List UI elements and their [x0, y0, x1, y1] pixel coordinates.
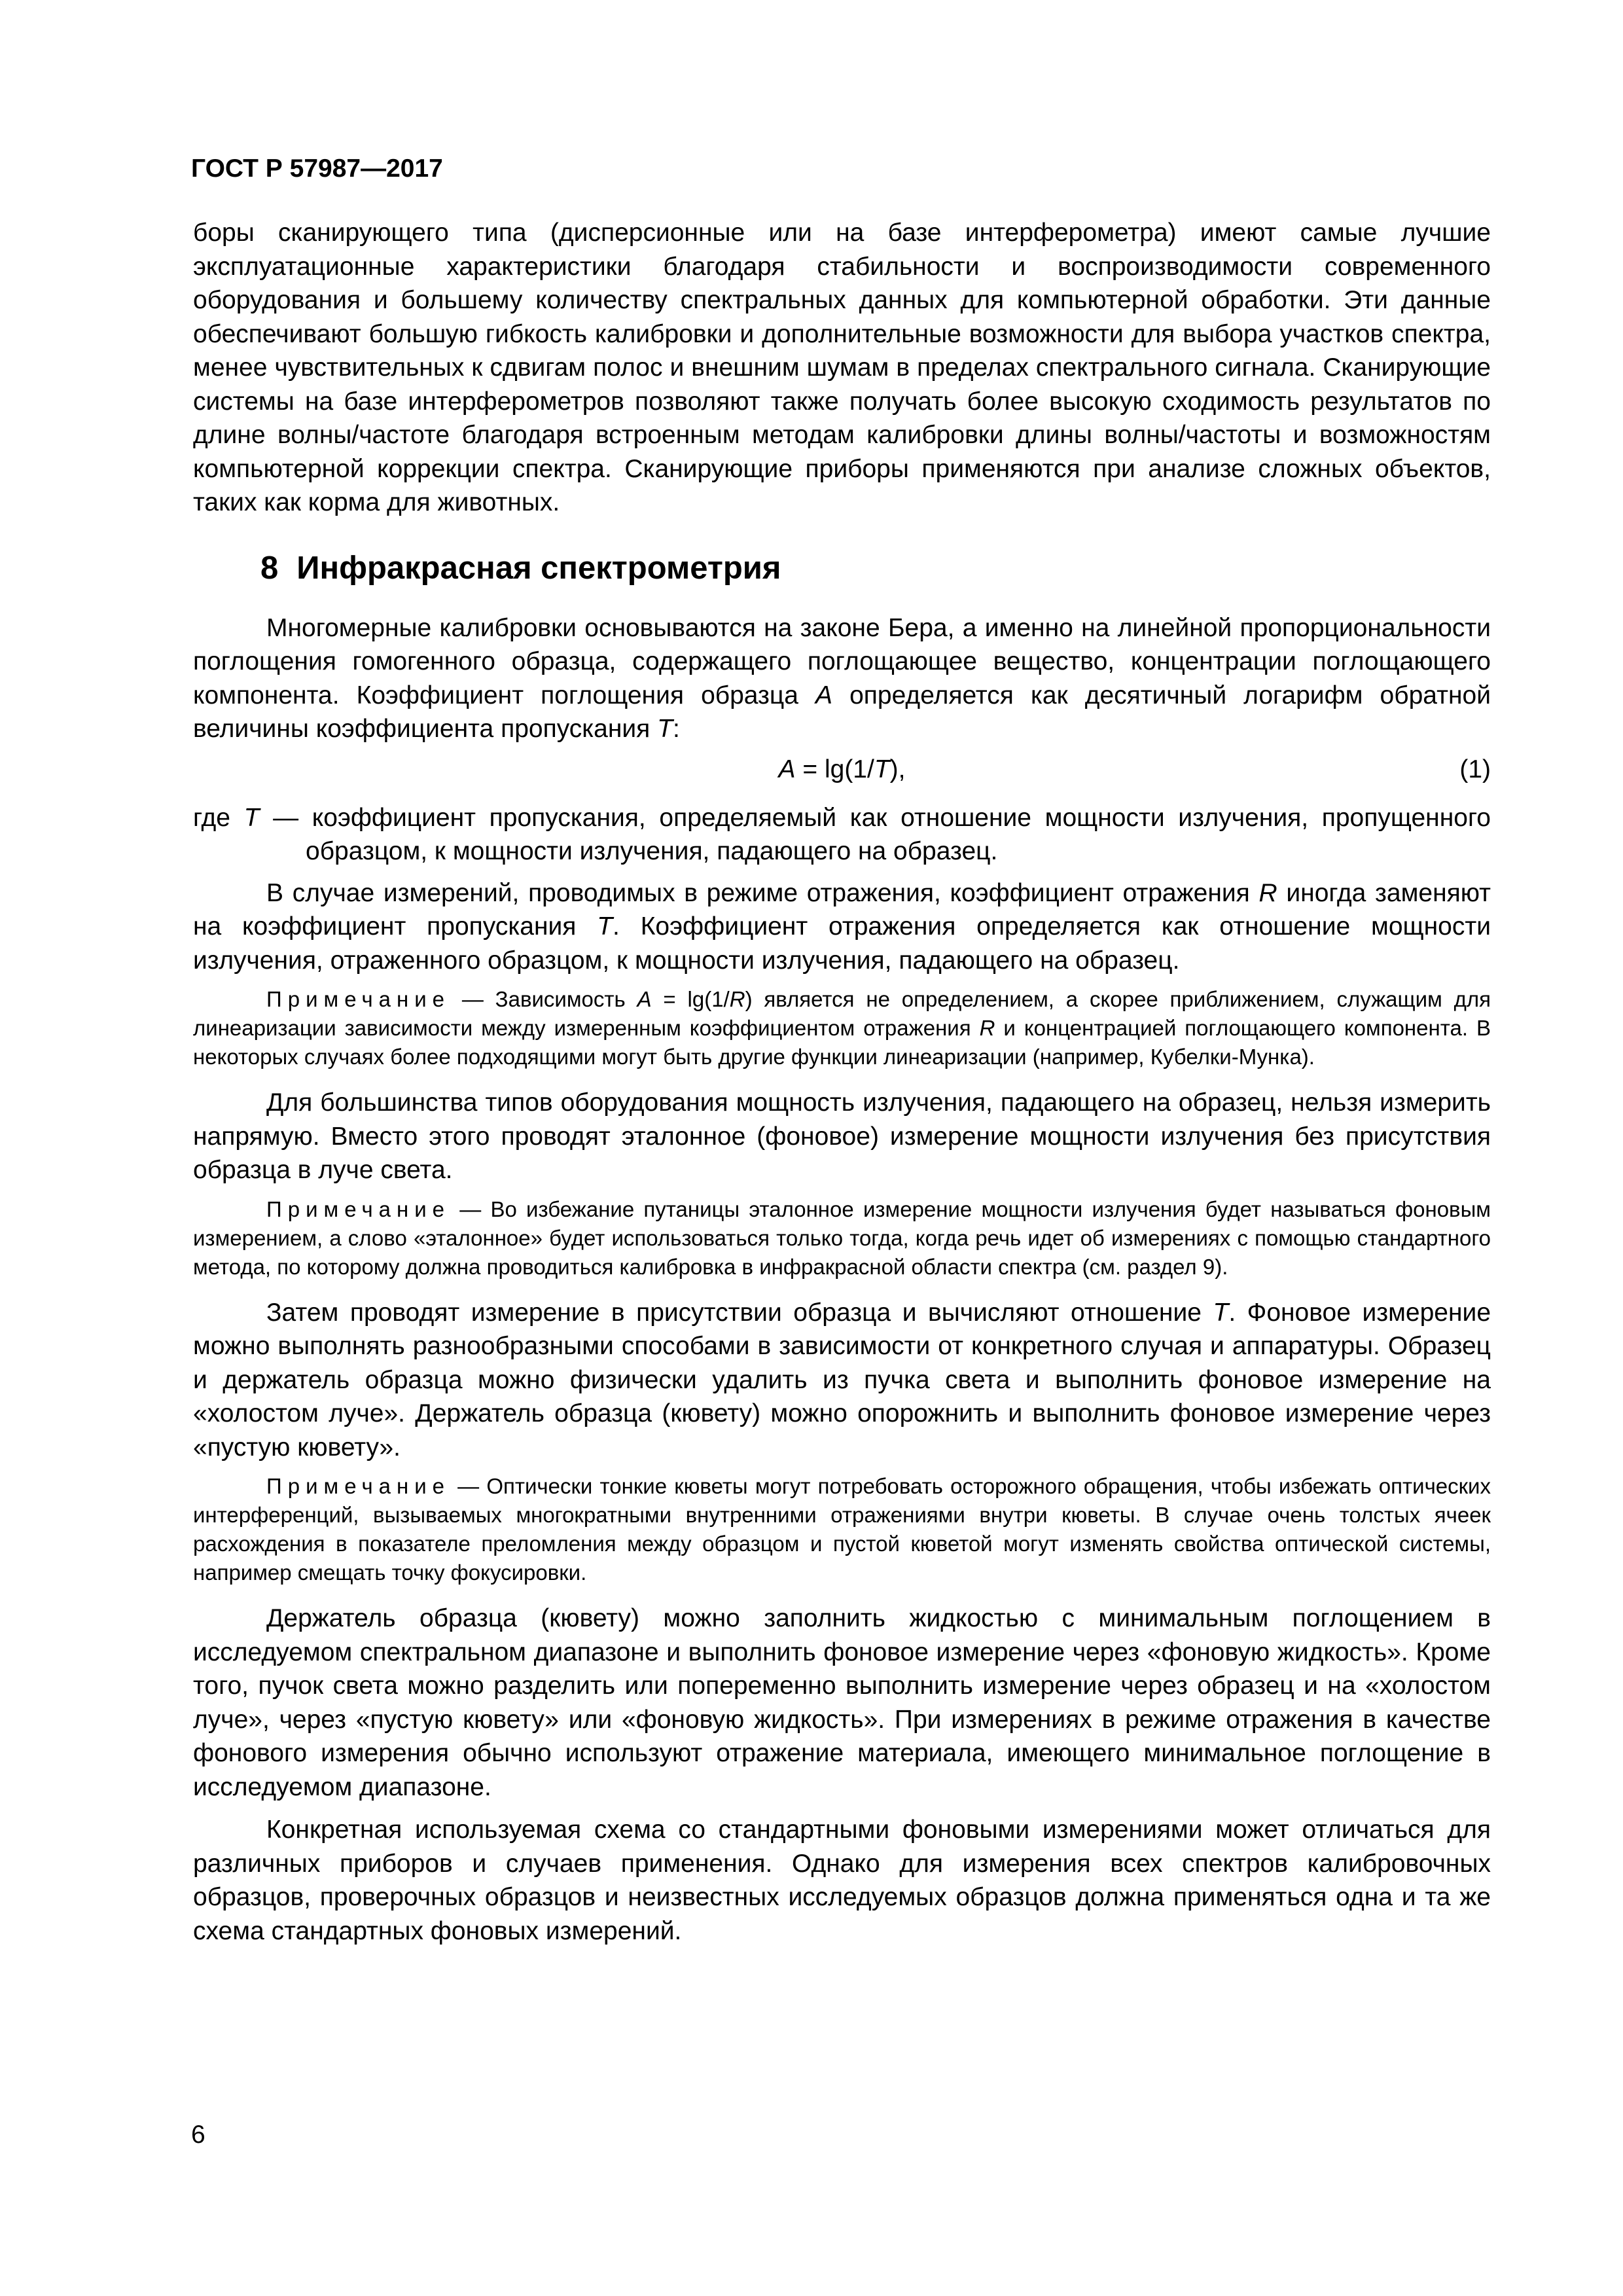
text-run: Многомерные калибровки основываются на законе Бера, а именно на линейной пропорциональности поглощения гомогенного образца, содержащего поглощающее вещество, концентрации поглощающего компонента. Коэффициент поглощения образца	[193, 613, 1491, 709]
note-2	[193, 1195, 1491, 1282]
note-3	[193, 1472, 1491, 1587]
where-text: — коэффициент пропускания, определяемый как отношение мощности излучения, пропущенного образцом, к мощности излучения, падающего на образец.	[259, 803, 1491, 865]
formula-row	[193, 751, 1491, 788]
section-number: 8	[260, 550, 279, 586]
note-label: Примечание	[266, 1474, 451, 1498]
text-run: является не определением, а скорее приближением, служащим для линеаризации зависимости между измеренным коэффициентом отражения	[193, 987, 1491, 1040]
paragraph-background-methods	[193, 1296, 1491, 1465]
symbol-r: R	[979, 1016, 995, 1040]
text-run: иногда заменяют на коэффициент пропускания	[193, 878, 1491, 941]
text-run: :	[672, 715, 680, 743]
text-run: )	[745, 987, 753, 1011]
paragraph-background-liquid: Держатель образца (кювету) можно заполнить жидкостью с минимальным поглощением в исследуемом спектральном диапазоне и выполнить фоновое измерение через «фоновую жидкость». Кроме того, пучок света можно разделить или попеременно выполнить измерение через образец и на «холостом луче», через «пустую кювету» или «фоновую жидкость». При измерениях в режиме отражения в качестве фонового измерения обычно используют отражение материала, имеющего минимальное поглощение в исследуемом диапазоне.	[193, 1604, 1491, 1801]
text-run: . Коэффициент отражения определяется как отношение мощности излучения, отраженного образцом, к мощности излучения, падающего на образец.	[193, 912, 1491, 975]
text-run: — Во избежание путаницы эталонное измерение мощности излучения будет называться фоновым измерением, а слово «эталонное» будет использоваться только тогда, когда речь идет об измерениях с помощью стандартного метода, по которому должна проводиться калибровка в инфракрасной области спектра (см. раздел 9).	[193, 1196, 1491, 1279]
paragraph-standard-scheme: Конкретная используемая схема со стандартными фоновыми измерениями может отличаться для различных приборов и случаев применения. Однако для измерения всех спектров калибровочных образцов, проверочных образцов и неизвестных исследуемых образцов должна применяться одна и та же схема стандартных фоновых измерений.	[193, 1816, 1491, 1945]
section-title: Инфракрасная спектрометрия	[296, 550, 781, 586]
paragraph-reflection	[193, 876, 1491, 978]
formula	[193, 751, 1491, 788]
note-label: Примечание	[266, 1196, 451, 1221]
section-heading	[193, 548, 1491, 588]
text-run: — Оптически тонкие кюветы могут потребовать осторожного обращения, чтобы избежать оптических интерференций, вызываемых многократными внутренними отражениями внутри кюветы. В случае очень толстых ячеек расхождения в показателе преломления между образцом и пустой кюветой могут изменять свойства оптической системы, например смещать точку фокусировки.	[193, 1474, 1491, 1585]
formula-number: (1)	[1459, 755, 1491, 783]
paragraph-incident-power: Для большинства типов оборудования мощность излучения, падающего на образец, нельзя измерить напрямую. Вместо этого проводят эталонное (фоновое) измерение мощности излучения без присутствия образца в луче света.	[193, 1088, 1491, 1184]
formula-lhs: A	[778, 755, 796, 783]
document-code-header: ГОСТ Р 57987—2017	[191, 154, 443, 183]
text-run: определяется как десятичный логарифм обратной величины коэффициента пропускания	[193, 681, 1491, 743]
symbol-a: A	[637, 987, 652, 1011]
where-definition	[193, 801, 1491, 869]
text-run: В случае измерений, проводимых в режиме отражения, коэффициент отражения	[266, 878, 1259, 907]
note-1	[193, 985, 1491, 1071]
text-run: и концентрацией поглощающего компонента. В некоторых случаях более подходящими могут быть другие функции линеаризации (например, Кубелки-Мунка).	[193, 1016, 1491, 1069]
where-lead: где	[193, 803, 244, 832]
note-label: Примечание	[266, 987, 451, 1011]
formula-end: ),	[889, 755, 906, 783]
text-run: — Зависимость	[450, 987, 637, 1011]
text-run: Затем проводят измерение в присутствии образца и вычисляют отношение	[266, 1298, 1213, 1327]
paragraph-beer-law	[193, 611, 1491, 746]
symbol-a: A	[815, 681, 833, 709]
text-run: = lg(1/	[651, 987, 730, 1011]
page-content	[193, 216, 1491, 1948]
formula-var: T	[874, 755, 890, 783]
where-var: T	[243, 803, 260, 832]
paragraph-scanning-instruments: боры сканирующего типа (дисперсионные или на базе интерферометра) имеют самые лучшие эксплуатационные характеристики благодаря стабильности и воспроизводимости современного оборудования и большему количеству спектральных данных для компьютерной обработки. Эти данные обеспечивают большую гибкость калибровки и дополнительные возможности для выбора участков спектра, менее чувствительных к сдвигам полос и внешним шумам в пределах спектрального сигнала. Сканирующие системы на базе интерферометров позволяют также получать более высокую сходимость результатов по длине волны/частоте благодаря встроенным методам калибровки длины волны/частоты и возможностям компьютерной коррекции спектра. Сканирующие приборы применяются при анализе сложных объектов, таких как корма для животных.	[193, 219, 1491, 516]
symbol-t: T	[597, 912, 613, 941]
symbol-t: T	[1213, 1298, 1229, 1327]
symbol-r: R	[729, 987, 745, 1011]
symbol-r: R	[1258, 878, 1277, 907]
page-number: 6	[191, 2121, 205, 2149]
text-run: . Фоновое измерение можно выполнять разнообразными способами в зависимости от конкретного случая и аппаратуры. Образец и держатель образца можно физически удалить из пучка света и выполнить фоновое измерение на «холостом луче». Держатель образца (кювету) можно опорожнить и выполнить фоновое измерение через «пустую кювету».	[193, 1298, 1491, 1462]
symbol-t: T	[657, 715, 673, 743]
formula-middle: = lg(1/	[795, 755, 874, 783]
